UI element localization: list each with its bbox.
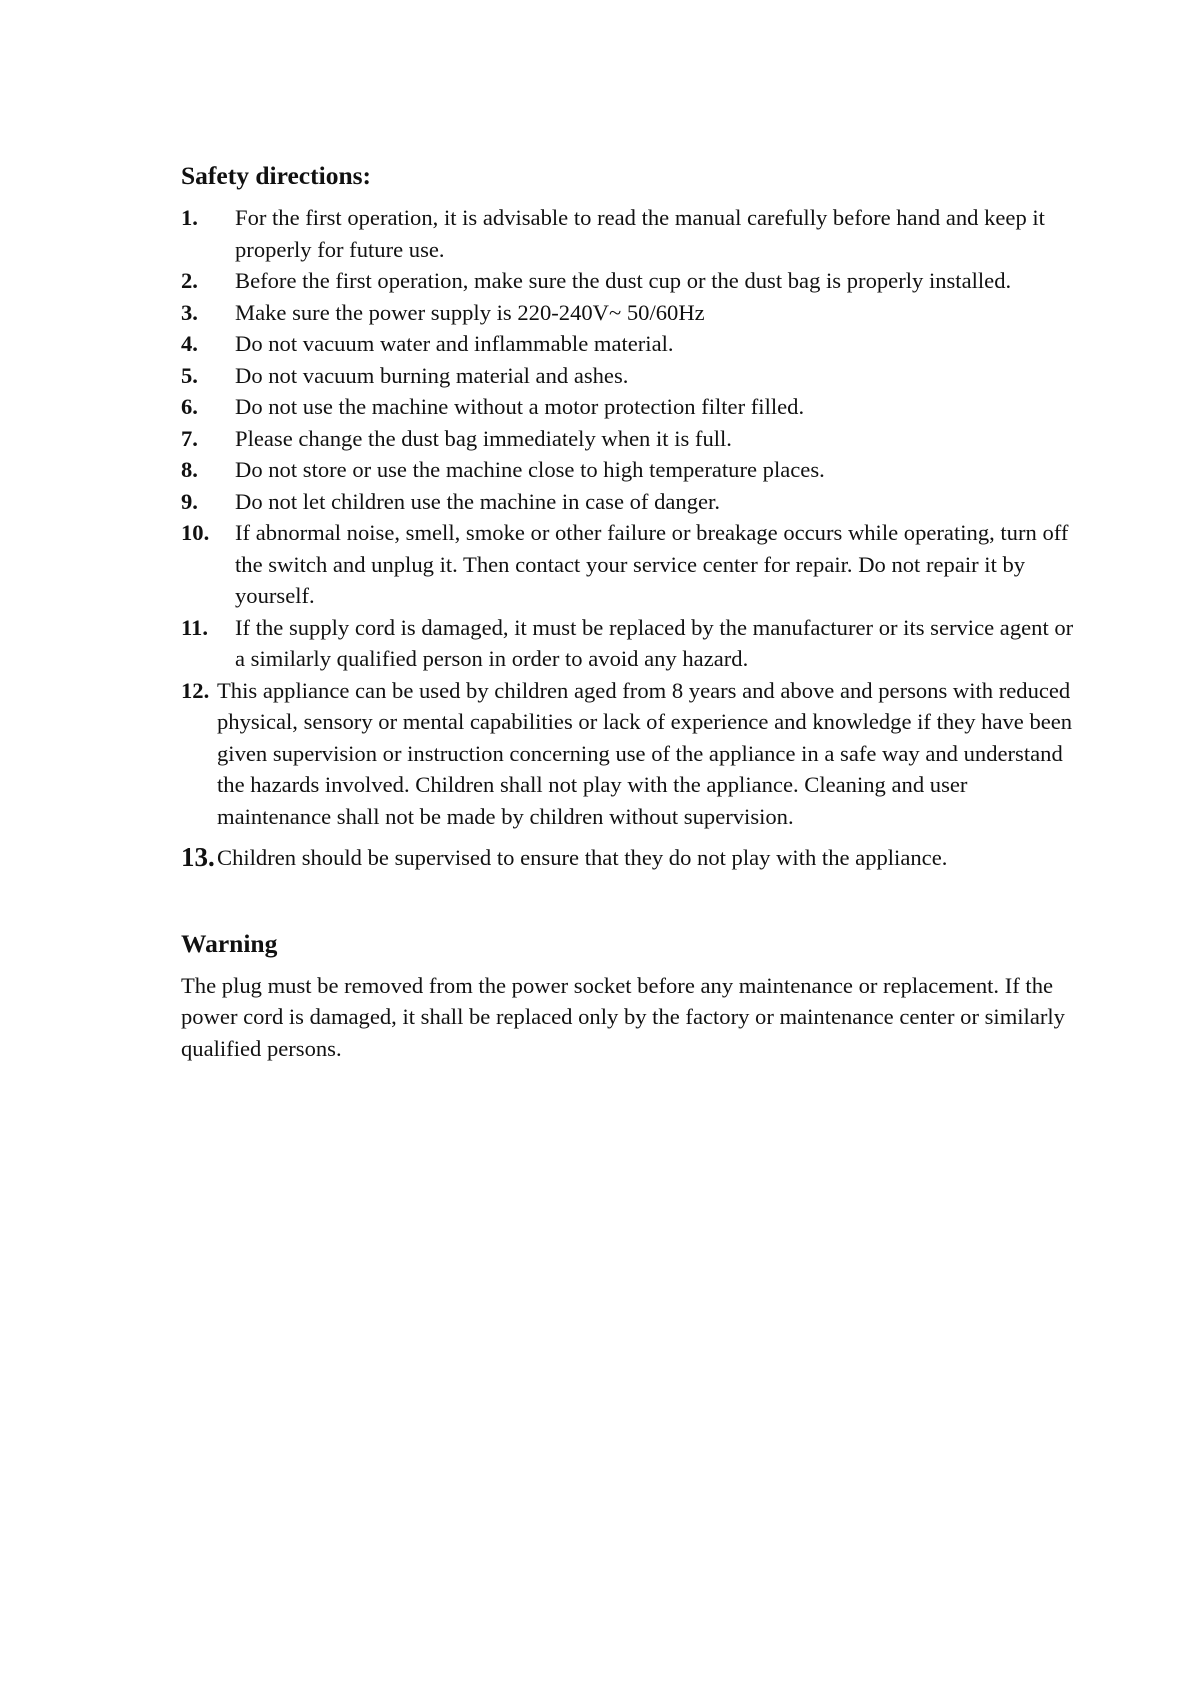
item-text: Do not vacuum burning material and ashes. [235, 362, 629, 388]
item-text: If the supply cord is damaged, it must be replaced by the manufacturer or its service agent or a similarly qualified person in order to avoid any hazard. [235, 614, 1074, 671]
item-number: 5. [181, 362, 198, 388]
list-item [181, 202, 1081, 265]
item-number: 7. [181, 425, 198, 451]
list-item [181, 517, 1081, 612]
list-item [181, 675, 1081, 833]
item-number: 13. [181, 842, 215, 872]
list-item [181, 454, 1081, 486]
list-item [181, 297, 1081, 329]
item-number: 3. [181, 299, 198, 325]
list-item [181, 328, 1081, 360]
list-item [181, 423, 1081, 455]
item-text: Do not vacuum water and inflammable material. [235, 331, 674, 356]
list-item [181, 391, 1081, 423]
item-number: 10. [181, 520, 210, 545]
item-text: Please change the dust bag immediately when it is full. [235, 425, 732, 451]
list-item [181, 486, 1081, 518]
item-text: Make sure the power supply is 220-240V~ 50/60Hz [235, 299, 705, 325]
item-number: 9. [181, 488, 198, 514]
item-text: Do not use the machine without a motor protection filter filled. [235, 394, 805, 419]
item-text: Do not let children use the machine in case of danger. [235, 488, 720, 514]
item-number: 4. [181, 331, 198, 356]
item-text: This appliance can be used by children aged from 8 years and above and persons with reduced physical, sensory or mental capabilities or lack of experience and knowledge if they have been given supervision or instruction concerning use of the appliance in a safe way and understand the hazards involved. Children shall not play with the appliance. Cleaning and user maintenance shall not be made by children without supervision. [217, 677, 1073, 829]
list-item [181, 842, 1081, 874]
safety-list [181, 202, 1081, 874]
item-text: Children should be supervised to ensure that they do not play with the appliance. [217, 845, 948, 870]
item-text: Before the first operation, make sure the dust cup or the dust bag is properly installed. [235, 268, 1012, 293]
item-text: For the first operation, it is advisable to read the manual carefully before hand and keep it properly for future use. [235, 205, 1045, 262]
list-item [181, 265, 1081, 297]
safety-heading: Safety directions: [181, 161, 372, 190]
warning-heading: Warning [181, 928, 278, 958]
list-item [181, 612, 1081, 675]
item-number: 2. [181, 268, 198, 293]
item-number: 12. [181, 677, 210, 703]
item-number: 1. [181, 205, 198, 230]
item-number: 8. [181, 457, 198, 482]
item-text: Do not store or use the machine close to high temperature places. [235, 457, 825, 482]
document-page [181, 158, 1081, 1064]
warning-text: The plug must be removed from the power socket before any maintenance or replacement. If the power cord is damaged, it shall be replaced only by the factory or maintenance center or similarly qualified persons. [181, 972, 1065, 1061]
item-number: 6. [181, 394, 198, 419]
item-number: 11. [181, 614, 208, 640]
item-text: If abnormal noise, smell, smoke or other failure or breakage occurs while operating, turn off the switch and unplug it. Then contact your service center for repair. Do not repair it by yourself. [235, 520, 1069, 608]
list-item [181, 360, 1081, 392]
